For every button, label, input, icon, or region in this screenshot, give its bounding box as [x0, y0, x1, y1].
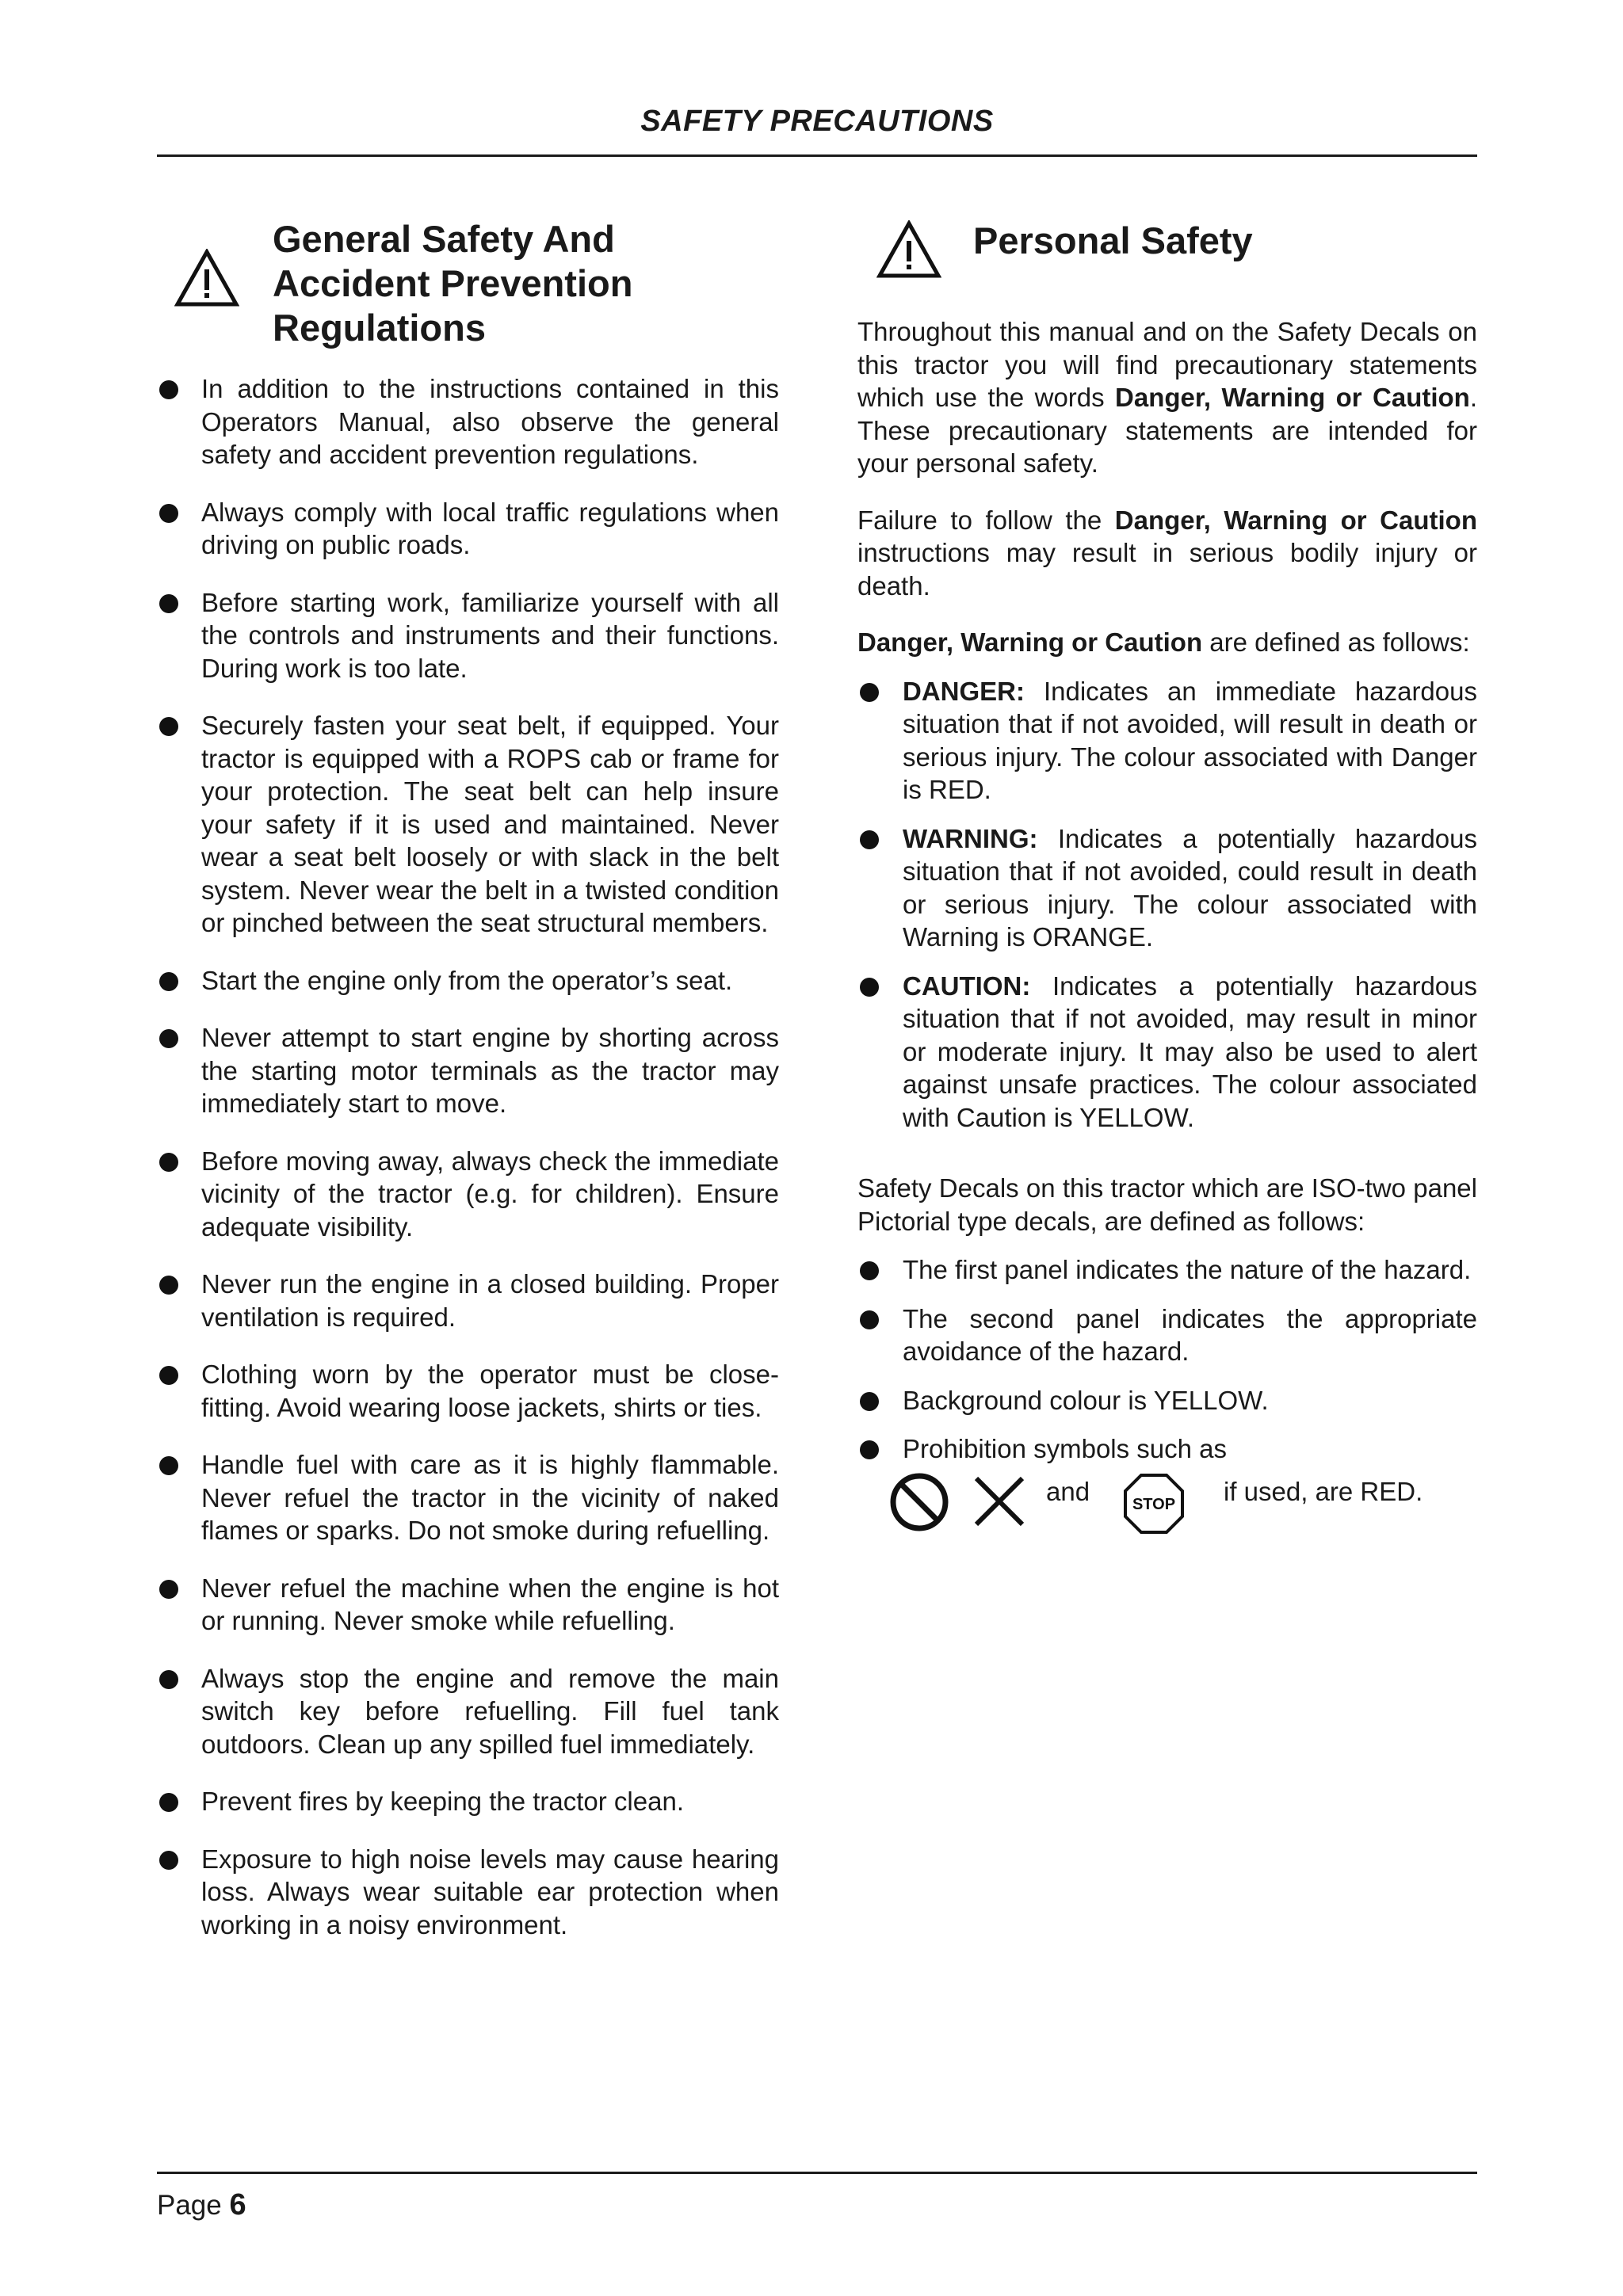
intro-paragraph: Throughout this manual and on the Safety Decals on this tractor you will find precautionary statements which use the words Danger, Warning or Caution. These precautionary statements are intended for your personal safety. [857, 317, 1478, 478]
failure-paragraph: Failure to follow the Danger, Warning or Caution instructions may result in serious bodily injury or death. [857, 505, 1478, 601]
list-item: Exposure to high noise levels may cause hearing loss. Always wear suitable ear protection when working in a noisy environment. [157, 1843, 779, 1942]
list-item: Prohibition symbols such as [857, 1432, 1477, 1466]
list-item: In addition to the instructions contained in this Operators Manual, also observe the general safety and accident prevention regulations. [157, 372, 779, 471]
header-rule [157, 154, 1477, 157]
bullet-dot-icon [159, 1670, 178, 1689]
left-section-title: General Safety And Accident Prevention Regulations [273, 218, 633, 349]
bullet-dot-icon [860, 1310, 879, 1329]
left-section-heading [157, 214, 779, 372]
list-item: WARNING: Indicates a potentially hazardous situation that if not avoided, could result in death or serious injury. The colour associated with Warning is ORANGE. [857, 822, 1477, 954]
bullet-dot-icon [159, 1366, 178, 1385]
bullet-dot-icon [159, 380, 178, 399]
bullet-dot-icon [159, 1456, 178, 1475]
list-item: DANGER: Indicates an immediate hazardous situation that if not avoided, will result in death or serious injury. The colour associated with Danger is RED. [857, 675, 1477, 807]
warning-triangle-icon [876, 220, 941, 283]
prohibition-symbols-row [888, 1470, 1477, 1542]
list-item: Start the engine only from the operator’s seat. [157, 964, 779, 997]
stop-sign-label: STOP [1132, 1495, 1176, 1513]
warning-triangle-icon [174, 249, 239, 311]
decals-paragraph: Safety Decals on this tractor which are ISO-two panel Pictorial type decals, are defined as follows: [857, 1173, 1477, 1236]
list-item: Never run the engine in a closed building. Proper ventilation is required. [157, 1268, 779, 1333]
bullet-dot-icon [159, 504, 178, 523]
stop-sign-icon [1122, 1472, 1186, 1543]
list-item: Before moving away, always check the immediate vicinity of the tractor (e.g. for children). Ensure adequate visibility. [157, 1145, 779, 1244]
bullet-dot-icon [159, 1029, 178, 1048]
list-item: The second panel indicates the appropriate avoidance of the hazard. [857, 1302, 1477, 1368]
footer-rule [157, 2172, 1477, 2174]
decal-list [857, 1253, 1477, 1466]
bullet-dot-icon [159, 717, 178, 736]
bullet-dot-icon [159, 1276, 178, 1295]
list-item: Always comply with local traffic regulations when driving on public roads. [157, 496, 779, 562]
bullet-dot-icon [159, 1851, 178, 1870]
bullet-dot-icon [860, 1440, 879, 1459]
prohibition-circle-icon [888, 1470, 951, 1542]
cross-x-icon [972, 1474, 1027, 1537]
list-item: Prevent fires by keeping the tractor clean. [157, 1785, 779, 1818]
left-column [157, 214, 779, 1966]
list-item: Background colour is YELLOW. [857, 1384, 1477, 1417]
signal-word-list [857, 675, 1477, 1135]
list-item: Always stop the engine and remove the main switch key before refuelling. Fill fuel tank outdoors. Clean up any spilled fuel immediately. [157, 1662, 779, 1761]
bullet-dot-icon [159, 1580, 178, 1599]
bullet-dot-icon [860, 978, 879, 997]
list-item: Never refuel the machine when the engine is hot or running. Never smoke while refuelling. [157, 1572, 779, 1638]
bullet-dot-icon [860, 830, 879, 849]
symbols-tail-text: if used, are RED. [1224, 1476, 1423, 1506]
list-item: Handle fuel with care as it is highly flammable. Never refuel the tractor in the vicinity of naked flames or sparks. Do not smoke during refuelling. [157, 1448, 779, 1547]
list-item: Clothing worn by the operator must be close-fitting. Avoid wearing loose jackets, shirts or ties. [157, 1358, 779, 1424]
bullet-dot-icon [860, 683, 879, 702]
page-number: 6 [229, 2188, 246, 2222]
list-item: Securely fasten your seat belt, if equipped. Your tractor is equipped with a ROPS cab or frame for your protection. The seat belt can help insure your safety if it is used and maintained. Never wear a seat belt loosely or with slack in the belt system. Never wear the belt in a twisted condition or pinched between the seat structural members. [157, 709, 779, 940]
page-header-title: SAFETY PRECAUTIONS [640, 105, 994, 138]
bullet-dot-icon [159, 594, 178, 613]
right-section-heading [857, 214, 1477, 315]
page-label: Page [157, 2190, 222, 2221]
definitions-paragraph: Danger, Warning or Caution are defined as follows: [857, 627, 1470, 657]
right-section-title: Personal Safety [973, 219, 1253, 261]
right-column [857, 214, 1477, 1542]
bullet-dot-icon [159, 1153, 178, 1172]
list-item: Before starting work, familiarize yourself with all the controls and instruments and their functions. During work is too late. [157, 586, 779, 685]
page-footer [157, 2188, 246, 2222]
bullet-dot-icon [860, 1261, 879, 1280]
left-bullet-list [157, 372, 779, 1941]
list-item: CAUTION: Indicates a potentially hazardous situation that if not avoided, may result in minor or moderate injury. It may also be used to alert against unsafe practices. The colour associated with Caution is YELLOW. [857, 970, 1477, 1135]
symbols-and-text: and [1046, 1476, 1090, 1506]
list-item: The first panel indicates the nature of the hazard. [857, 1253, 1477, 1287]
bullet-dot-icon [159, 1793, 178, 1812]
bullet-dot-icon [860, 1392, 879, 1411]
bullet-dot-icon [159, 972, 178, 991]
list-item: Never attempt to start engine by shorting across the starting motor terminals as the tractor may immediately start to move. [157, 1021, 779, 1120]
